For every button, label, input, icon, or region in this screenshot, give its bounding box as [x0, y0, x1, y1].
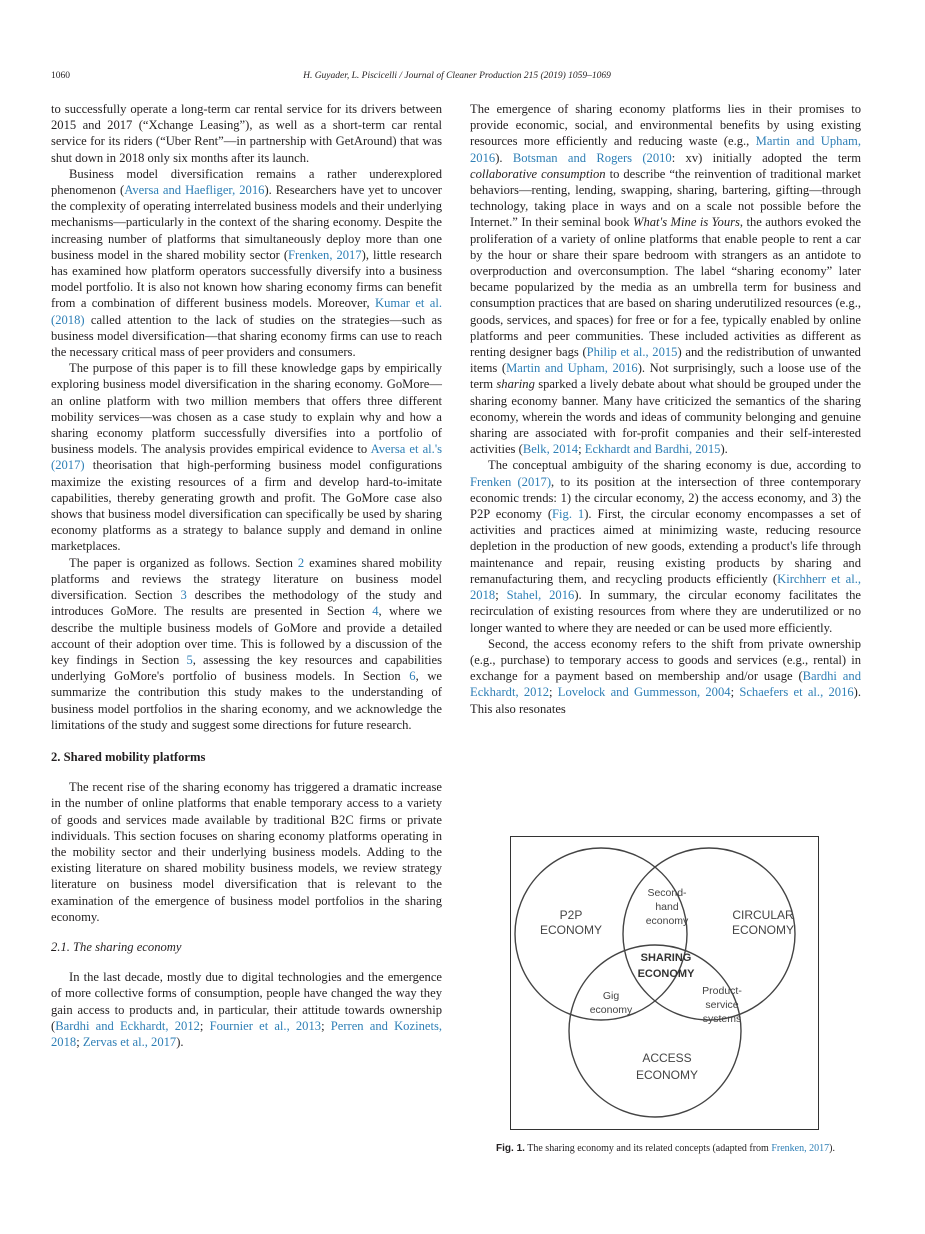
citation-link[interactable]: Perren and Kozinets, 2018 — [51, 1018, 443, 1049]
secondhand-label: economy — [645, 915, 689, 927]
subsection-heading: 2.1. The sharing economy — [51, 939, 182, 954]
running-title: H. Guyader, L. Piscicelli / Journal of Cleaner Production 215 (2019) 1059–1069 — [303, 71, 611, 81]
citation-link[interactable]: Bardhi and Eckhardt, 2012 — [470, 669, 861, 700]
section-link[interactable]: 2 — [297, 555, 305, 570]
paragraph: The emergence of sharing economy platforms lies in their promises to provide economic, social, and environmental benefits by using existing resources more efficiently and reducing waste (e.g., Martin and Upham, 2016). Botsman and Rogers (2010: xv) initially adopted the term collaborative consumption to describe “the reinvention of traditional market behaviors—renting, lending, swapping, sharing, bartering, gifting—through technology, taking place in ways and on a scale not possible before the Internet.” In their seminal book What's Mine is Yours, the authors evoked the proliferation of a variety of online platforms that enable people to rent a car by the hour or share their spare bedroom with strangers as an antidote to overproduction and overconsumption. The label “sharing economy” later became popularized by the media as an umbrella term for business and consumption practices that are based on sharing underutilized resources (e.g., goods, services, and spaces) for free or for a fee, typically enabled by online platforms and peer communities. These included activities as different as renting designer bags (Philip et al., 2015) and the redistribution of unwanted items (Martin and Upham, 2016). Not surprisingly, such a loose use of the term sharing sparked a lively debate about what should be grouped under the sharing economy banner. Many have criticized the semantics of the sharing economy, wherein the words and ideas of community belonging and genuine sharing are associated with for-profit companies and their self-interested activities (Belk, 2014; Eckhardt and Bardhi, 2015). — [470, 102, 862, 457]
section-link[interactable]: 4 — [372, 604, 379, 619]
citation-link[interactable]: Zervas et al., 2017 — [82, 1034, 177, 1049]
citation-link[interactable]: Kirchherr et al., 2018 — [470, 571, 861, 603]
citation-link[interactable]: Eckhardt and Bardhi, 2015 — [584, 442, 721, 457]
citation-link[interactable]: Fournier et al., 2013 — [209, 1018, 322, 1033]
secondhand-label: hand — [655, 901, 679, 913]
paragraph: The recent rise of the sharing economy has triggered a dramatic increase in the number of online platforms that enable temporary access to a variety of goods and services made available by traditional B2C firms or private individuals. This section focuses on sharing economy platforms operating in the mobility sector and their underlying business models. Adding to the existing literature on shared mobility business models, we review strategy literature on business model diversification that is relevant to the examination of the emergence of business model portfolios in the sharing economy. — [51, 780, 442, 924]
paragraph: The paper is organized as follows. Section 2 examines shared mobility platforms and reviews the strategy literature on business model diversification. Section 3 describes the methodology of the study and introduces GoMore. The results are presented in Section 4, where we describe the multiple business models of GoMore and provide a detailed account of their adoption over time. This is followed by a discussion of the key findings in Section 5, assessing the key resources and capabilities underlying GoMore's portfolio of business models. In Section 6, we summarize the contribution this study makes to the understanding of business model portfolios in the sharing economy, and we acknowledge the limitations of the study and suggest some directions for future research. — [51, 555, 442, 732]
pss-label: systems — [702, 1013, 742, 1025]
paragraph: The purpose of this paper is to fill these knowledge gaps by empirically exploring business model diversification in the sharing economy. GoMore—an online platform with two million members that offers three different mobility services—was chosen as a case study to explain why and how a sharing economy platform successfully diversifies into a portfolio of business models. The analysis provides empirical evidence to Aversa et al.'s (2017) theorisation that high-performing business model configurations maximize the existing resources of a firm and develop hard-to-imitate capabilities, thereby generating growth and profit. The GoMore case also shows that business model diversification can specifically be used by sharing economy platforms as a strategy to balance supply and demand in online marketplaces. — [51, 361, 442, 554]
section-link[interactable]: 6 — [409, 669, 416, 684]
secondhand-label: Second- — [647, 887, 687, 899]
section-link[interactable]: 3 — [180, 588, 187, 603]
pss-label: service — [705, 999, 739, 1011]
pss-label: Product- — [702, 985, 742, 997]
gig-label: economy — [589, 1004, 633, 1016]
figure-venn-diagram — [510, 836, 819, 1130]
citation-link[interactable]: Schaefers et al., 2016 — [739, 685, 854, 700]
paragraph: to successfully operate a long-term car rental service for its drivers between 2015 and 2017 (“Xchange Leasing”), as well as a short-term car rental service for its riders (“Uber Rent”—in partnership with GetAround) that was shut down in 2018 only six months after its launch. — [51, 102, 442, 165]
citation-link[interactable]: Philip et al., 2015 — [586, 345, 678, 360]
paragraph: The conceptual ambiguity of the sharing economy is due, according to Frenken (2017), to its position at the intersection of three contemporary economic trends: 1) the circular economy, 2) the access economy, and 3) the P2P economy (Fig. 1). First, the circular economy encompasses a set of activities and practices aimed at minimizing waste, reducing resource depletion in the production of new goods, extending a product's life through maintenance and repair, reusing existing products by sharing and remanufacturing them, and recycling products efficiently (Kirchherr et al., 2018; Stahel, 2016). In summary, the circular economy facilitates the recirculation of existing resources from where they are underutilized or no longer wanted to where they are needed or can be used more efficiently. — [470, 458, 861, 635]
paragraph: In the last decade, mostly due to digital technologies and the emergence of more collective forms of consumption, people have changed the way they gain access to products and, in particular, their attitude towards ownership (Bardhi and Eckhardt, 2012; Fournier et al., 2013; Perren and Kozinets, 2018; Zervas et al., 2017). — [51, 970, 443, 1049]
section-link[interactable]: 5 — [186, 652, 193, 667]
section-heading: 2. Shared mobility platforms — [51, 749, 206, 764]
citation-link[interactable]: Aversa and Haefliger, 2016 — [124, 183, 265, 198]
venn-diagram — [511, 837, 818, 1129]
running-header — [51, 71, 863, 87]
citation-link[interactable]: Belk, 2014 — [522, 442, 579, 457]
gig-label: Gig — [602, 990, 620, 1002]
sharing-economy-label: ECONOMY — [637, 968, 695, 980]
citation-link[interactable]: Aversa et al.'s (2017) — [51, 442, 442, 473]
citation-link[interactable]: Frenken, 2017 — [771, 1143, 830, 1154]
citation-link[interactable]: Lovelock and Gummesson, 2004 — [557, 685, 731, 700]
page-number: 1060 — [51, 71, 70, 81]
access-label: ACCESS — [642, 1051, 692, 1065]
citation-link[interactable]: Bardhi and Eckhardt, 2012 — [55, 1018, 200, 1033]
citation-link[interactable]: Frenken, 2017 — [288, 247, 362, 262]
sharing-economy-label: SHARING — [640, 952, 692, 964]
circular-label: CIRCULAR — [732, 908, 794, 922]
paragraph: Business model diversification remains a rather underexplored phenomenon (Aversa and Haefliger, 2016). Researchers have yet to uncover the complexity of operating interrelated business models and their underlying mechanisms—particularly in the context of the sharing economy. Despite the increasing number of platforms that simultaneously deploy more than one business model in the shared mobility sector (Frenken, 2017), little research has examined how platform operators successfully diversify into a business model portfolio. It is also not known how sharing economy firms can benefit from a combination of different business models. Moreover, Kumar et al. (2018) called attention to the lack of studies on the strategies—such as business model diversification—that sharing economy firms can use to reach the necessary critical mass of peer providers and consumers. — [51, 166, 443, 360]
figure-link[interactable]: Fig. 1 — [552, 507, 585, 522]
left-column — [51, 101, 442, 1050]
access-label: ECONOMY — [635, 1068, 699, 1082]
paragraph: Second, the access economy refers to the shift from private ownership (e.g., purchase) to temporary access to goods and services (e.g., rental) in exchange for a payment based on membership and/or usage (Bardhi and Eckhardt, 2012; Lovelock and Gummesson, 2004; Schaefers et al., 2016). This also resonates — [470, 636, 862, 716]
citation-link[interactable]: Stahel, 2016 — [506, 588, 575, 603]
caption-label: Fig. 1. — [496, 1143, 525, 1154]
p2p-label: ECONOMY — [539, 923, 603, 937]
citation-link[interactable]: Frenken (2017) — [470, 474, 552, 489]
p2p-label: P2P — [559, 908, 583, 922]
citation-link[interactable]: Martin and Upham, 2016 — [470, 134, 862, 165]
figure-caption: Fig. 1. The sharing economy and its related concepts (adapted from Frenken, 2017). — [496, 1143, 835, 1154]
citation-link[interactable]: Martin and Upham, 2016 — [506, 361, 638, 376]
citation-link[interactable]: Kumar et al. (2018) — [51, 296, 443, 327]
circular-label: ECONOMY — [731, 923, 795, 937]
citation-link[interactable]: Botsman and Rogers (2010 — [512, 150, 672, 165]
right-column — [470, 101, 861, 717]
